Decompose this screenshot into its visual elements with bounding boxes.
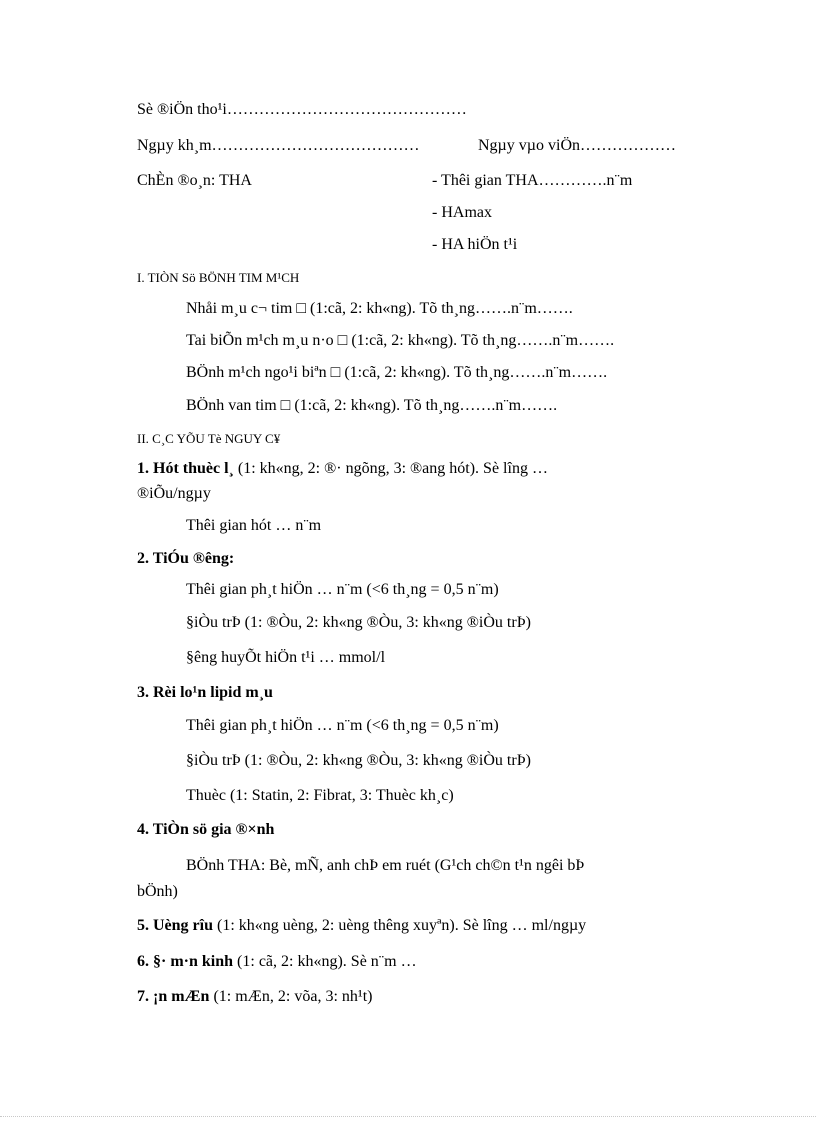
exam-date-line: Ngµy kh¸m…………………………………: [137, 137, 420, 154]
menopause-text: (1: cã, 2: kh«ng). Sè n¨m …: [233, 953, 417, 970]
blood-glucose-line: §êng huyÕt hiÖn t¹i … mmol/l: [186, 649, 386, 666]
page-bottom-divider: [0, 1116, 816, 1117]
smoking-duration-line: Thêi gian hót … n¨m: [186, 517, 322, 534]
alcohol-text: (1: kh«ng uèng, 2: uèng thêng xuyªn). Sè lîng … ml/ngµy: [213, 917, 587, 934]
history-item-stroke: Tai biÕn m¹ch m¸u n·o □ (1:cã, 2: kh«ng). Tõ th¸ng…….n¨m…….: [186, 332, 615, 349]
phone-number-line: Sè ®iÖn tho¹i………………………………………: [137, 101, 467, 118]
alcohol-line: [137, 916, 586, 936]
section-1-title: I. TIÒN Sö BÖNH TIM M¹CH: [137, 270, 300, 285]
menopause-label: 6. §· m·n kinh: [137, 953, 234, 970]
lipid-drug-line: Thuèc (1: Statin, 2: Fibrat, 3: Thuèc kh¸c): [186, 787, 454, 804]
hypertension-duration-line: - Thêi gian THA………….n¨m: [432, 172, 633, 189]
section-2-title: II. C¸C YÕU Tè NGUY C¥: [137, 431, 281, 446]
diabetes-treatment-line: §iÒu trÞ (1: ®Òu, 2: kh«ng ®Òu, 3: kh«ng ®iÒu trÞ): [186, 614, 531, 631]
lipid-treatment-line: §iÒu trÞ (1: ®Òu, 2: kh«ng ®Òu, 3: kh«ng ®iÒu trÞ): [186, 752, 531, 769]
history-item-peripheral: BÖnh m¹ch ngo¹i biªn □ (1:cã, 2: kh«ng). Tõ th¸ng…….n¨m…….: [186, 364, 608, 381]
smoking-label: 1. Hót thuèc l¸: [137, 460, 234, 477]
admission-date-line: Ngµy vµo viÖn………………: [478, 137, 676, 154]
diabetes-label: 2. TiÓu ®êng:: [137, 550, 235, 567]
salt-diet-line: [137, 987, 372, 1007]
family-history-line: BÖnh THA: Bè, mÑ, anh chÞ em ruét (G¹ch ch©n t¹n ngêi bÞ: [186, 857, 585, 874]
menopause-line: [137, 952, 417, 972]
family-history-continuation: bÖnh): [137, 883, 178, 900]
alcohol-label: 5. Uèng rîu: [137, 917, 213, 934]
smoking-continuation: ®iÕu/ngµy: [137, 485, 211, 502]
smoking-line: [137, 459, 548, 479]
current-bp-line: - HA hiÖn t¹i: [432, 236, 518, 253]
lipid-detection-line: Thêi gian ph¸t hiÖn … n¨m (<6 th¸ng = 0,5 n¨m): [186, 717, 499, 734]
diagnosis-line: ChÈn ®o¸n: THA: [137, 172, 252, 189]
history-item-mi: Nhåi m¸u c¬ tim □ (1:cã, 2: kh«ng). Tõ th¸ng…….n¨m…….: [186, 300, 573, 317]
hamax-line: - HAmax: [432, 204, 492, 221]
history-item-valve: BÖnh van tim □ (1:cã, 2: kh«ng). Tõ th¸ng…….n¨m…….: [186, 397, 558, 414]
smoking-text: (1: kh«ng, 2: ®· ngõng, 3: ®ang hót). Sè lîng …: [233, 460, 548, 477]
salt-diet-label: 7. ¡n mÆn: [137, 988, 210, 1005]
diabetes-detection-line: Thêi gian ph¸t hiÖn … n¨m (<6 th¸ng = 0,5 n¨m): [186, 581, 499, 598]
family-history-label: 4. TiÒn sö gia ®×nh: [137, 821, 275, 838]
lipid-label: 3. Rèi lo¹n lipid m¸u: [137, 684, 273, 701]
salt-diet-text: (1: mÆn, 2: võa, 3: nh¹t): [209, 988, 373, 1005]
